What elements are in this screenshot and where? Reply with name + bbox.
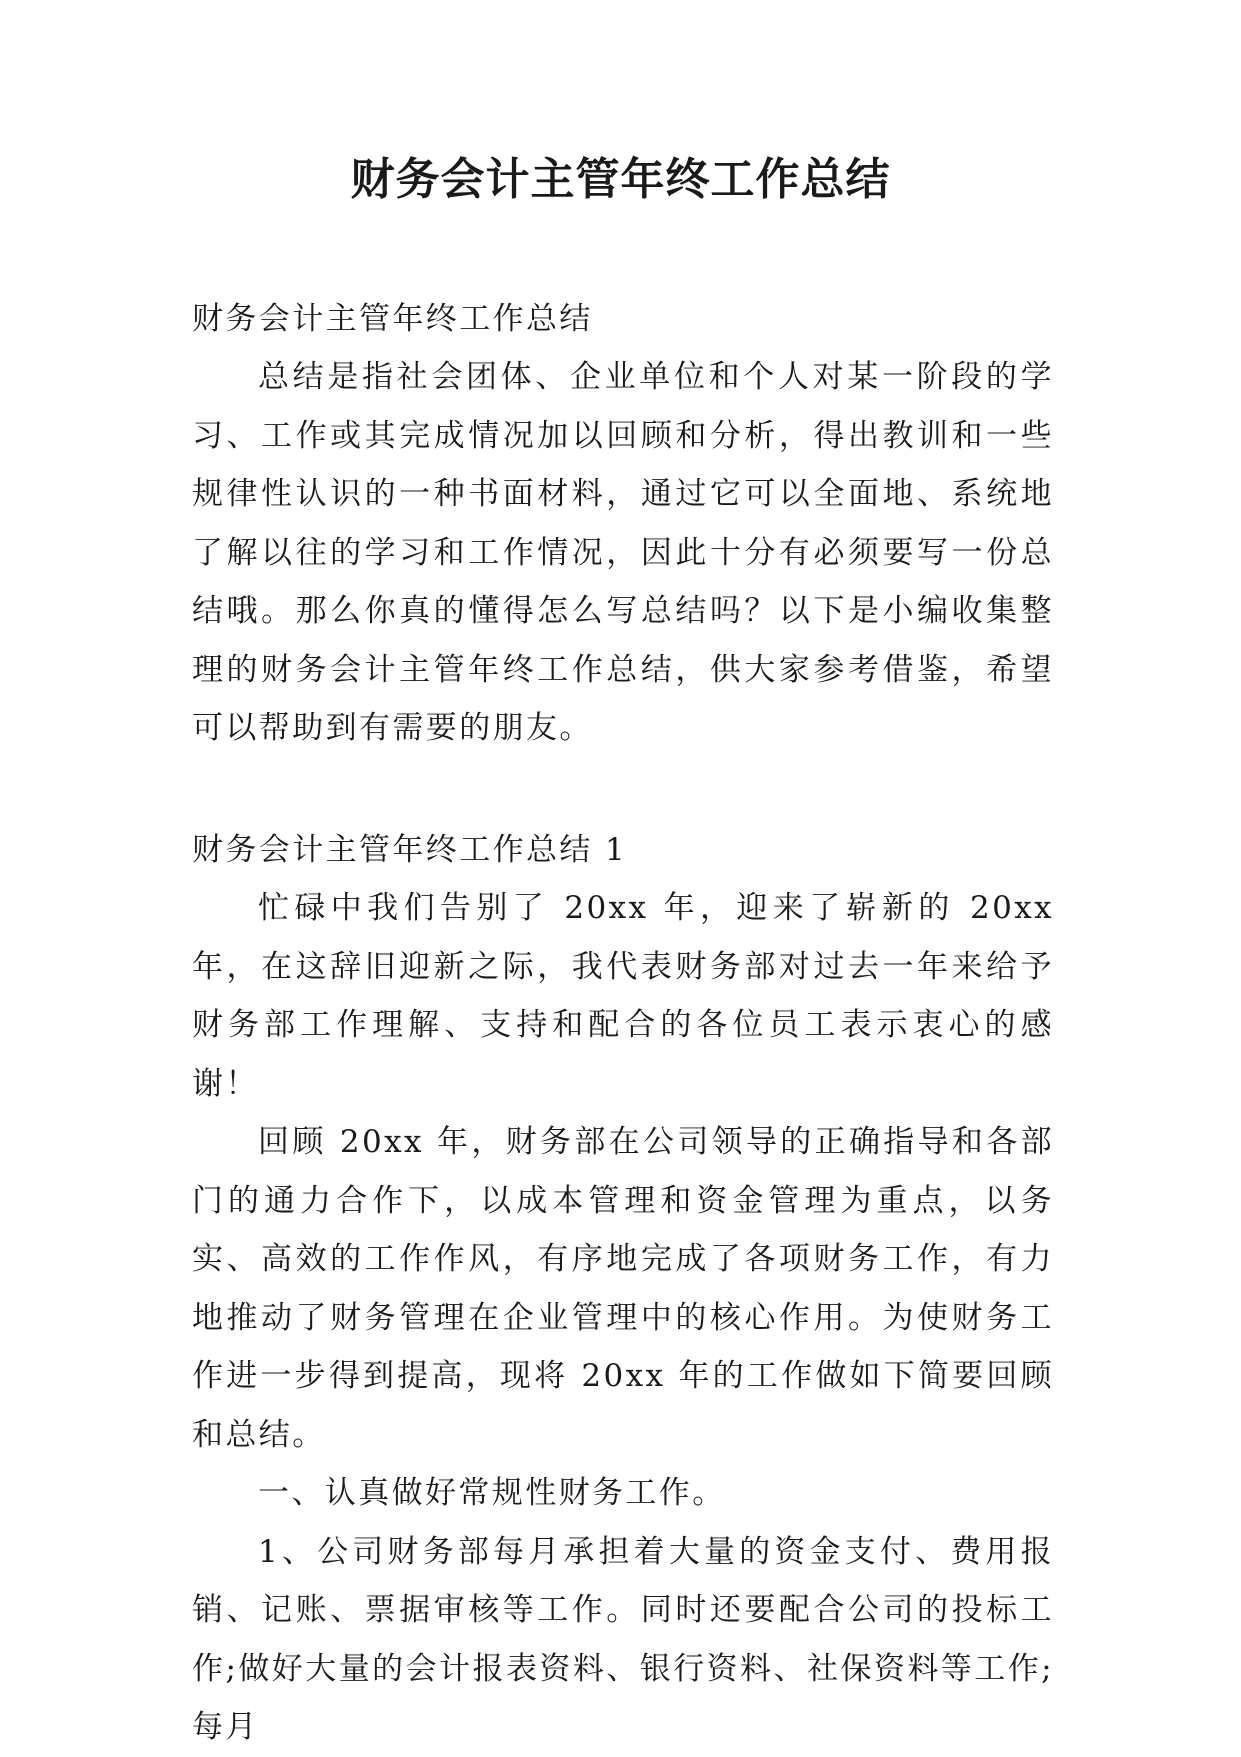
- section-heading: 财务会计主管年终工作总结 1: [192, 832, 628, 868]
- body-paragraph: 忙碌中我们告别了 20xx 年，迎来了崭新的 20xx 年，在这辞旧迎新之际，我代表财务部对过去一年来给予财务部工作理解、支持和配合的各位员工表示衷心的感谢！: [192, 890, 1054, 1102]
- intro-heading-block: [192, 290, 1054, 349]
- intro-paragraph: 总结是指社会团体、企业单位和个人对某一阶段的学习、工作或其完成情况加以回顾和分析，得出教训和一些规律性认识的一种书面材料，通过它可以全面地、系统地了解以往的学习和工作情况，因此十分有必须要写一份总结哦。那么你真的懂得怎么写总结吗？以下是小编收集整理的财务会计主管年终工作总结，供大家参考借鉴，希望可以帮助到有需要的朋友。: [192, 359, 1054, 746]
- intro-block: [192, 348, 1054, 758]
- intro-heading: 财务会计主管年终工作总结: [192, 301, 593, 337]
- body-paragraph: 回顾 20xx 年，财务部在公司领导的正确指导和各部门的通力合作下，以成本管理和资金管理为重点，以务实、高效的工作作风，有序地完成了各项财务工作，有力地推动了财务管理在企业管理中的核心作用。为使财务工作进一步得到提高，现将 20xx 年的工作做如下简要回顾和总结。: [192, 1124, 1054, 1453]
- document-title: 财务会计主管年终工作总结: [350, 154, 891, 205]
- section-body: [192, 879, 1054, 1757]
- body-paragraph: 1、公司财务部每月承担着大量的资金支付、费用报销、记账、票据审核等工作。同时还要配合公司的投标工作;做好大量的会计报表资料、银行资料、社保资料等工作;每月: [192, 1533, 1054, 1745]
- section-heading-block: [192, 821, 1054, 880]
- body-paragraph: 一、认真做好常规性财务工作。: [258, 1475, 726, 1511]
